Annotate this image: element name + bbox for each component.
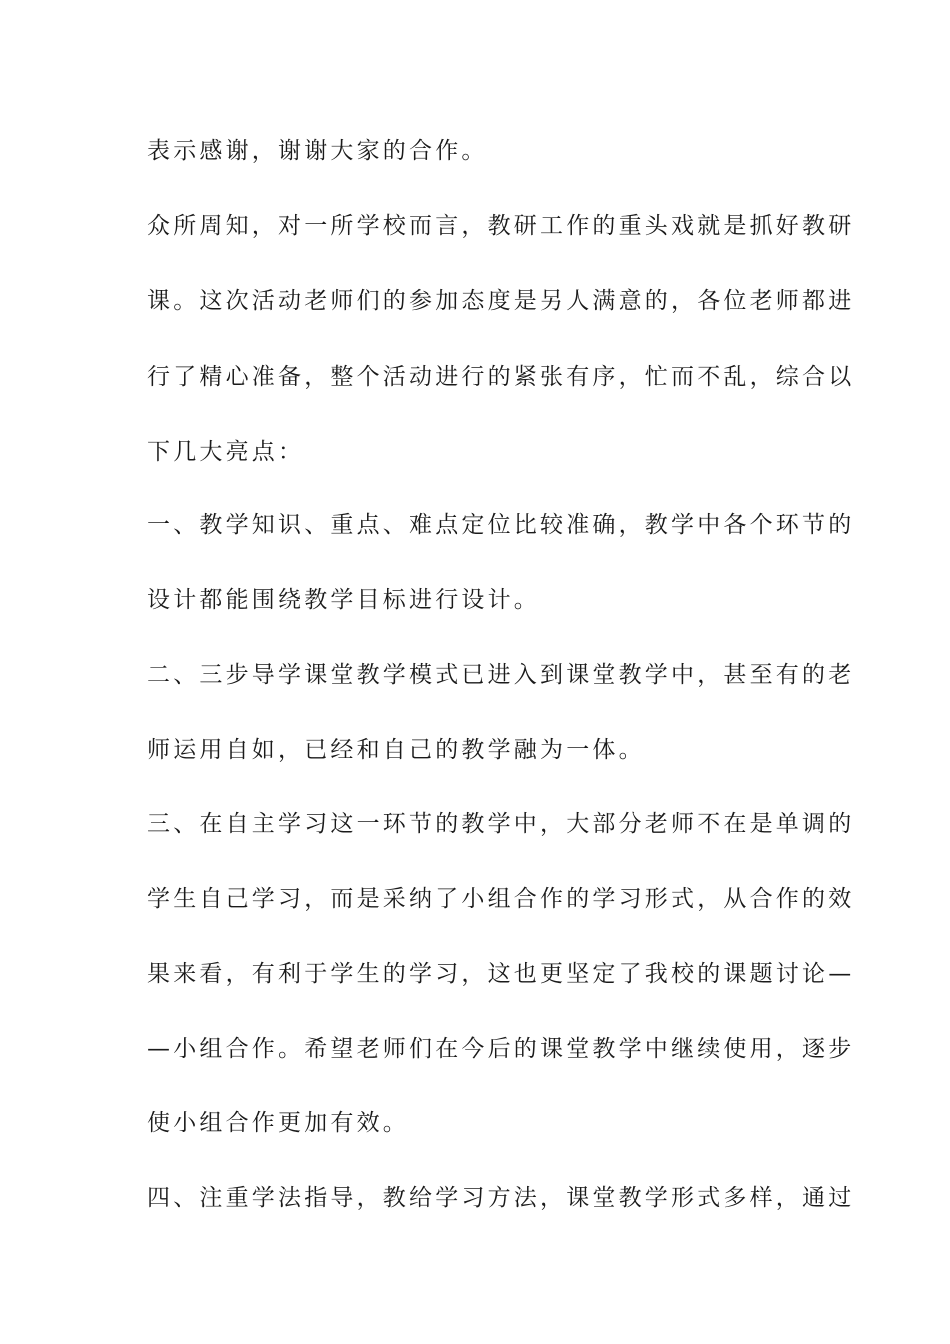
text-line: 使小组合作更加有效。 [147, 1110, 409, 1136]
text-line: 一、教学知识、重点、难点定位比较准确，教学中各个环节的 [147, 512, 855, 538]
text-line: 设计都能围绕教学目标进行设计。 [147, 587, 540, 613]
text-line: 下几大亮点： [147, 439, 305, 465]
text-line: 二、三步导学课堂教学模式已进入到课堂教学中，甚至有的老 [147, 662, 855, 688]
text-line: 表示感谢，谢谢大家的合作。 [147, 138, 488, 164]
text-line: 学生自己学习，而是采纳了小组合作的学习形式，从合作的效 [147, 886, 855, 912]
text-line: 三、在自主学习这一环节的教学中，大部分老师不在是单调的 [147, 811, 855, 837]
text-line: 众所周知，对一所学校而言，教研工作的重头戏就是抓好教研 [147, 213, 855, 239]
text-line: 行了精心准备，整个活动进行的紧张有序，忙而不乱，综合以 [147, 364, 855, 390]
text-line: 四、注重学法指导，教给学习方法，课堂教学形式多样，通过 [147, 1185, 855, 1211]
text-line: 课。这次活动老师们的参加态度是另人满意的，各位老师都进 [147, 288, 855, 314]
text-line: —小组合作。希望老师们在今后的课堂教学中继续使用，逐步 [147, 1036, 855, 1062]
text-line: 果来看，有利于学生的学习，这也更坚定了我校的课题讨论— [147, 961, 855, 987]
text-line: 师运用自如，已经和自己的教学融为一体。 [147, 737, 645, 763]
